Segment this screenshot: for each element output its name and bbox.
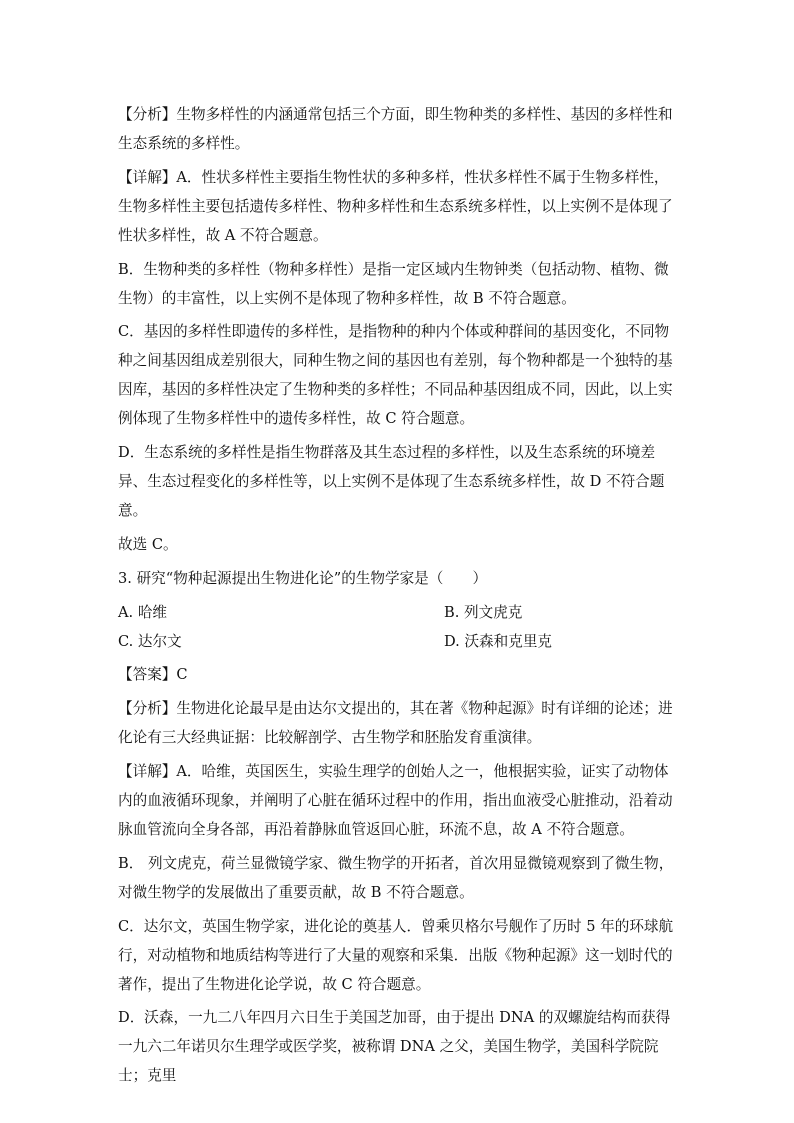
- page-content: [118, 100, 678, 1095]
- option-c: C. 达尔文: [118, 632, 182, 650]
- option-b: B. 列文虎克: [444, 603, 523, 621]
- q3-detail-paragraph-b: B． 列文虎克，荷兰显微镜学家、微生物学的开拓者，首次用显微镜观察到了微生物，对微生物学的发展做出了重要贡献，故 B 不符合题意。: [118, 854, 674, 901]
- analysis-paragraph: 【分析】生物多样性的内涵通常包括三个方面，即生物种类的多样性、基因的多样性和生态系统的多样性。: [118, 106, 673, 152]
- conclusion: 故选 C。: [118, 535, 178, 553]
- detail-paragraph-a: 【详解】A．性状多样性主要指生物性状的多种多样，性状多样性不属于生物多样性，生物多样性主要包括遗传多样性、物种多样性和生态系统多样性，以上实例不是体现了性状多样性，故 A 不符合题意。: [118, 168, 673, 244]
- question-3-options: [118, 598, 678, 656]
- detail-paragraph-b: B．生物种类的多样性（物种多样性）是指一定区域内生物钟类（包括动物、植物、微生物）的丰富性，以上实例不是体现了物种多样性，故 B 不符合题意。: [118, 260, 669, 307]
- q3-detail-paragraph-a: 【详解】A．哈维，英国医生，实验生理学的创始人之一，他根据实验，证实了动物体内的血液循环现象，并阐明了心脏在循环过程中的作用，指出血液受心脏推动，沿着动脉血管流向全身各部，再沿着静脉血管返回心脏，环流不息，故 A 不符合题意。: [118, 762, 673, 838]
- detail-paragraph-d: D．生态系统的多样性是指生物群落及其生态过程的多样性，以及生态系统的环境差异、生态过程变化的多样性等，以上实例不是体现了生态系统多样性，故 D 不符合题意。: [118, 444, 665, 520]
- option-a: A. 哈维: [118, 603, 168, 621]
- option-d: D. 沃森和克里克: [444, 632, 553, 650]
- q3-detail-paragraph-c: C．达尔文，英国生物学家，进化论的奠基人．曾乘贝格尔号舰作了历时 5 年的环球航行，对动植物和地质结构等进行了大量的观察和采集．出版《物种起源》这一划时代的著作，提出了生物进化论学说，故 C 符合题意。: [118, 917, 674, 993]
- detail-paragraph-c: C．基因的多样性即遗传的多样性，是指物种的种内个体或种群间的基因变化，不同物种之间基因组成差别很大，同种生物之间的基因也有差别，每个物种都是一个独特的基因库，基因的多样性决定了生物种类的多样性；不同品种基因组成不同，因此，以上实例体现了生物多样性中的遗传多样性，故 C 符合题意。: [118, 323, 673, 428]
- answer: 【答案】C: [118, 666, 188, 684]
- q3-detail-paragraph-d: D．沃森，一九二八年四月六日生于美国芝加哥，由于提出 DNA 的双螺旋结构而获得一九六二年诺贝尔生理学或医学奖，被称谓 DNA 之父，美国生物学，美国科学院院士；克里: [118, 1009, 671, 1085]
- q3-analysis-paragraph: 【分析】生物进化论最早是由达尔文提出的，其在著《物种起源》时有详细的论述；进化论有三大经典证据：比较解剖学、古生物学和胚胎发育重演律。: [118, 700, 673, 747]
- question-3-stem: 3. 研究“物种起源提出生物进化论”的生物学家是（ ）: [118, 569, 488, 587]
